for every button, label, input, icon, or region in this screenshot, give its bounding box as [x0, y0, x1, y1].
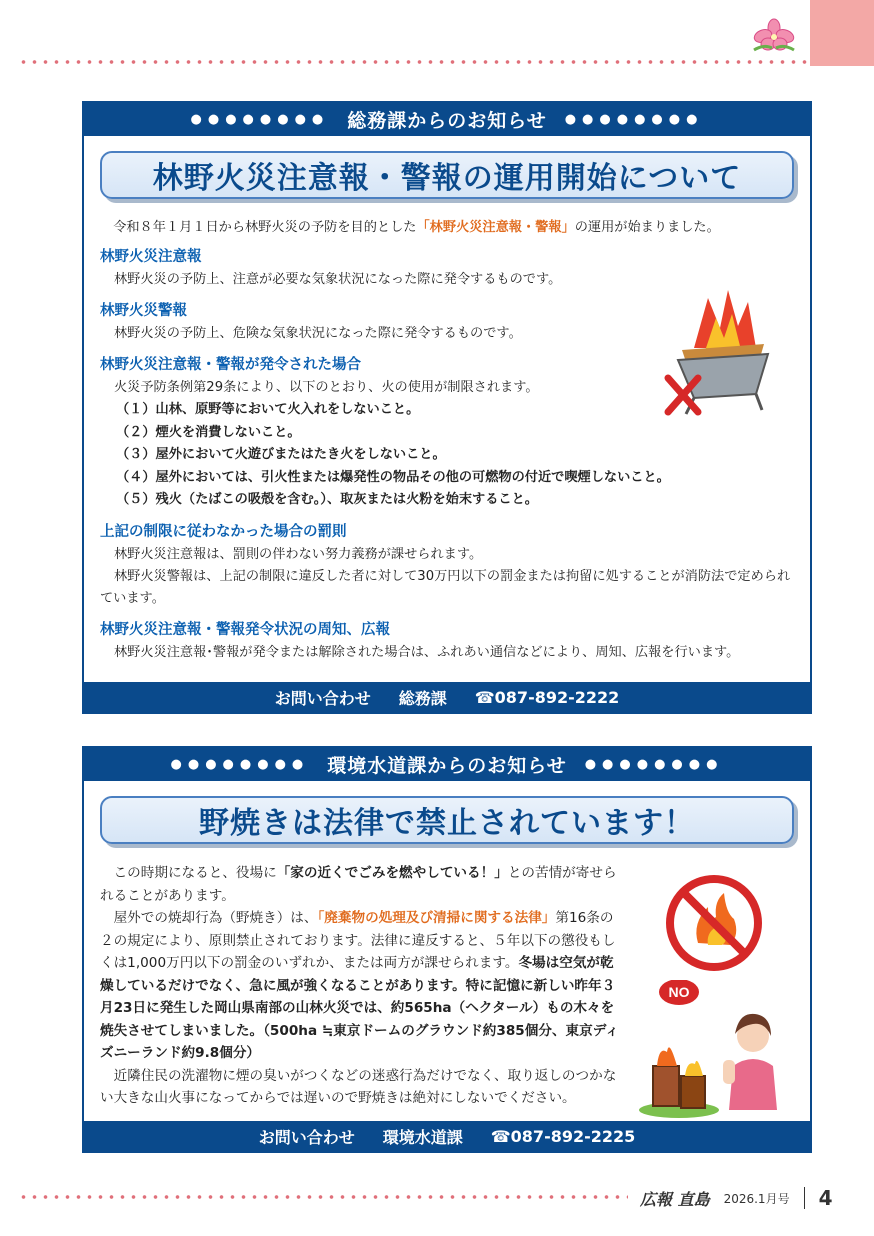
section-body	[84, 199, 810, 664]
corner-tab	[810, 0, 874, 66]
subheading-restrictions: 林野火災注意報・警報が発令された場合	[100, 357, 361, 373]
contact-bar	[84, 682, 810, 712]
lead-highlight: 「林野火災注意報・警報」	[416, 220, 575, 235]
section-title: 野焼きは法律で禁止されています！	[100, 796, 794, 844]
contact-phone[interactable]: ☎087-892-2222	[474, 687, 620, 707]
header-dots-left: ●●●●●●●●	[170, 757, 310, 772]
section-header	[84, 748, 810, 781]
flower-icon	[750, 18, 798, 54]
law-name: 「廃棄物の処理及び清掃に関する法律」	[317, 910, 556, 926]
paragraph-law	[100, 907, 626, 1065]
complaint-quote: 「家の近くでごみを燃やしている！」	[276, 865, 508, 881]
complaint-text: この時期になると、役場に	[113, 865, 277, 881]
header-dots-right: ●●●●●●●●	[564, 112, 704, 127]
contact-bar	[84, 1121, 810, 1151]
rule-item: （３）屋外において火遊びまたはたき火をしないこと。	[116, 447, 446, 462]
rule-item: （２）煙火を消費しないこと。	[116, 424, 301, 440]
restrictions-intro: 火災予防条例第29条により、以下のとおり、火の使用が制限されます。	[114, 380, 539, 395]
section-header-text: 環境水道課からのお知らせ	[327, 755, 567, 777]
page-footer	[640, 1186, 833, 1210]
subheading-penalties: 上記の制限に従わなかった場合の罰則	[100, 523, 347, 540]
section-header	[84, 103, 810, 136]
law-text: 屋外での焼却行為（野焼き）は、	[113, 910, 318, 926]
issue-date: 2026.1月号	[723, 1191, 790, 1206]
contact-label: お問い合わせ	[258, 1127, 355, 1147]
paragraph-complaints	[100, 862, 626, 907]
subheading-advisory: 林野火災注意報	[100, 249, 202, 265]
warning-text: 林野火災の予防上、危険な気象状況になった際に発令するものです。	[114, 326, 522, 341]
complaint-text-end: との苦情が寄せられることがあります。	[100, 865, 617, 904]
lead-paragraph	[100, 217, 792, 239]
lead-text-end: の運用が始まりました。	[574, 220, 720, 235]
section-header-text: 総務課からのお知らせ	[347, 110, 547, 132]
contact-label: お問い合わせ	[274, 688, 371, 708]
law-warning-bold: 冬場は空気が乾燥しているだけでなく、急に風が強くなることがあります。特に記憶に新しい昨年３月23日に発生した岡山県南部の山林火災では、約565ha（ヘクタール）もの木々を焼失させてしまいました。（500ha ≒東京ドームのグラウンド約385個分、東京ディズニーランド約9.8個分）	[100, 955, 619, 1061]
kankyo-notice-section	[82, 746, 812, 1153]
contact-department: 環境水道課	[382, 1127, 463, 1147]
header-dots-right: ●●●●●●●●	[584, 757, 724, 772]
page-number: 4	[818, 1186, 833, 1210]
law-penalty-text: 第16条の２の規定により、原則禁止されております。法律に違反すると、５年以下の懲役もしくは1,000万円以下の罰金のいずれか、または両方が課せられます。	[100, 910, 616, 971]
rule-item: （５）残火（たばこの吸殻を含む。）、取灰または火粉を始末すること。	[116, 492, 538, 507]
rule-item: （１）山林、原野等において火入れをしないこと。	[116, 402, 420, 417]
contact-phone[interactable]: ☎087-892-2225	[490, 1126, 636, 1146]
subheading-warning: 林野火災警報	[100, 303, 187, 319]
contact-department: 総務課	[398, 688, 447, 708]
footer-divider	[804, 1187, 805, 1209]
section-title: 林野火災注意報・警報の運用開始について	[100, 151, 794, 199]
no-bonfire-icon	[664, 288, 774, 418]
top-dotted-line	[18, 60, 808, 64]
no-fire-sign-icon	[664, 873, 764, 973]
paragraph-conclusion: 近隣住民の洗濯物に煙の臭いがつくなどの迷惑行為だけでなく、取り返しのつかない大きな山火事になってからでは遅いので野焼きは絶対にしないでください。	[100, 1067, 617, 1106]
person-no-burning-icon	[639, 980, 789, 1120]
header-dots-left: ●●●●●●●●	[190, 112, 330, 127]
soumu-notice-section	[82, 101, 812, 714]
rule-item: （４）屋外においては、引火性または爆発性の物品その他の可燃物の付近で喫煙しないこと。	[116, 469, 670, 485]
section-body	[84, 844, 644, 1110]
penalty-advisory: 林野火災注意報は、罰則の伴わない努力義務が課せられます。	[114, 546, 483, 562]
publicity-text: 林野火災注意報･警報が発令または解除された場合は、ふれあい通信などにより、周知、広報を行います。	[114, 644, 740, 660]
advisory-text: 林野火災の予防上、注意が必要な気象状況になった際に発令するものです。	[114, 272, 562, 287]
bottom-dotted-line	[18, 1195, 628, 1199]
lead-text: 令和８年１月１日から林野火災の予防を目的とした	[113, 220, 417, 235]
subheading-publicity: 林野火災注意報・警報発令状況の周知、広報	[100, 621, 390, 638]
publication-logo: 広報 直島	[640, 1189, 710, 1209]
penalty-warning: 林野火災警報は、上記の制限に違反した者に対して30万円以下の罰金または拘留に処することが消防法で定められています。	[100, 568, 791, 606]
no-badge: NO	[668, 984, 690, 1000]
